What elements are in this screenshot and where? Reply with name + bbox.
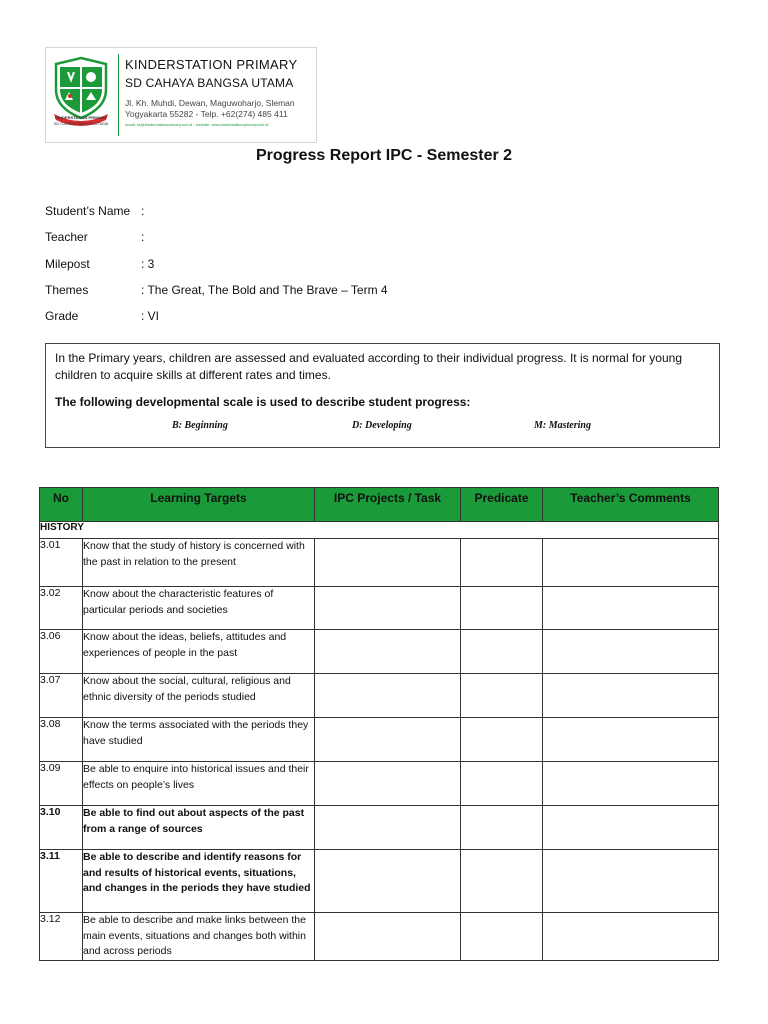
ipc-task-cell[interactable]	[315, 718, 461, 762]
table-row	[40, 762, 719, 806]
info-label: Student’s Name	[45, 204, 131, 218]
col-header-no: No	[40, 488, 83, 522]
table-row	[40, 539, 719, 587]
ipc-task-cell[interactable]	[315, 630, 461, 674]
comment-cell[interactable]	[543, 850, 719, 913]
table-header-row	[40, 488, 719, 522]
row-number: 3.12	[40, 913, 83, 961]
predicate-cell[interactable]	[461, 762, 543, 806]
info-label: Teacher	[45, 230, 88, 244]
row-learning-target: Be able to find out about aspects of the past from a range of sources	[83, 806, 315, 850]
predicate-cell[interactable]	[461, 587, 543, 630]
predicate-cell[interactable]	[461, 806, 543, 850]
row-learning-target: Know about the social, cultural, religious and ethnic diversity of the periods studied	[83, 674, 315, 718]
ipc-task-cell[interactable]	[315, 850, 461, 913]
table-row	[40, 850, 719, 913]
table-row	[40, 718, 719, 762]
predicate-cell[interactable]	[461, 850, 543, 913]
logo-caption-school: SD CAHAYA BANGSA UTAMA	[53, 121, 109, 126]
comment-cell[interactable]	[543, 762, 719, 806]
page-title: Progress Report IPC - Semester 2	[255, 147, 513, 164]
comment-cell[interactable]	[543, 630, 719, 674]
section-history: HISTORY	[40, 522, 719, 539]
school-name-secondary: SD CAHAYA BANGSA UTAMA	[125, 76, 294, 90]
row-learning-target: Know the terms associated with the periods they have studied	[83, 718, 315, 762]
scale-beginning: B: Beginning	[172, 420, 228, 431]
ipc-task-cell[interactable]	[315, 806, 461, 850]
row-learning-target: Be able to describe and identify reasons for and results of historical events, situations, and changes in the periods they have studied	[83, 850, 315, 913]
row-learning-target: Know about the characteristic features of particular periods and societies	[83, 587, 315, 630]
row-number: 3.07	[40, 674, 83, 718]
row-number: 3.10	[40, 806, 83, 850]
school-contacts: email: ks@kinderstationprimary.sch.id · website: www.kinderstationprimary.sch.id	[125, 122, 269, 127]
predicate-cell[interactable]	[461, 539, 543, 587]
table-row	[40, 674, 719, 718]
school-address-line2: Yogyakarta 55282 - Telp. +62(274) 485 411	[125, 109, 288, 119]
row-number: 3.11	[40, 850, 83, 913]
predicate-cell[interactable]	[461, 630, 543, 674]
scale-developing: D: Developing	[352, 420, 412, 431]
ipc-task-cell[interactable]	[315, 587, 461, 630]
comment-cell[interactable]	[543, 539, 719, 587]
table-row	[40, 587, 719, 630]
ipc-task-cell[interactable]	[315, 674, 461, 718]
info-value: :	[141, 230, 145, 244]
predicate-cell[interactable]	[461, 718, 543, 762]
info-value: : The Great, The Bold and The Brave – Term 4	[141, 283, 388, 297]
row-number: 3.09	[40, 762, 83, 806]
school-name-primary: KINDERSTATION PRIMARY	[125, 57, 298, 72]
table-row	[40, 630, 719, 674]
row-learning-target: Know about the ideas, beliefs, attitudes and experiences of people in the past	[83, 630, 315, 674]
col-header-teacher-comments: Teacher’s Comments	[543, 488, 719, 522]
comment-cell[interactable]	[543, 587, 719, 630]
info-label: Grade	[45, 309, 79, 323]
table-row	[40, 806, 719, 850]
predicate-cell[interactable]	[461, 674, 543, 718]
row-number: 3.01	[40, 539, 83, 587]
ipc-task-cell[interactable]	[315, 539, 461, 587]
col-header-learning-targets: Learning Targets	[83, 488, 315, 522]
comment-cell[interactable]	[543, 913, 719, 961]
row-number: 3.02	[40, 587, 83, 630]
info-value: :	[141, 204, 145, 218]
row-number: 3.06	[40, 630, 83, 674]
row-number: 3.08	[40, 718, 83, 762]
note-paragraph: In the Primary years, children are assessed and evaluated according to their individual progress. It is normal for young children to acquire skills at different rates and times.	[55, 351, 682, 382]
logo-caption-primary: KINDERSTATION PRIMARY	[55, 115, 107, 120]
comment-cell[interactable]	[543, 718, 719, 762]
assessment-note	[45, 343, 720, 448]
info-label: Themes	[45, 283, 89, 297]
scale-mastering: M: Mastering	[534, 420, 591, 431]
school-header	[45, 47, 317, 143]
school-address-line1: Jl. Kh. Muhdi, Dewan, Maguwoharjo, Sleman	[125, 98, 295, 108]
ipc-task-cell[interactable]	[315, 913, 461, 961]
table-row	[40, 913, 719, 961]
row-learning-target: Be able to enquire into historical issues and their effects on people’s lives	[83, 762, 315, 806]
comment-cell[interactable]	[543, 674, 719, 718]
section-row	[40, 522, 719, 539]
comment-cell[interactable]	[543, 806, 719, 850]
info-value: : 3	[141, 257, 155, 271]
row-learning-target: Be able to describe and make links between the main events, situations and changes both within and across periods	[83, 913, 315, 961]
info-label: Milepost	[45, 257, 90, 271]
row-learning-target: Know that the study of history is concerned with the past in relation to the present	[83, 539, 315, 587]
predicate-cell[interactable]	[461, 913, 543, 961]
ipc-task-cell[interactable]	[315, 762, 461, 806]
header-divider	[118, 54, 119, 136]
info-value: : VI	[141, 309, 160, 323]
col-header-predicate: Predicate	[461, 488, 543, 522]
learning-targets-table	[39, 487, 719, 961]
col-header-ipc-projects: IPC Projects / Task	[315, 488, 461, 522]
scale-heading: The following developmental scale is used to describe student progress:	[55, 395, 471, 409]
